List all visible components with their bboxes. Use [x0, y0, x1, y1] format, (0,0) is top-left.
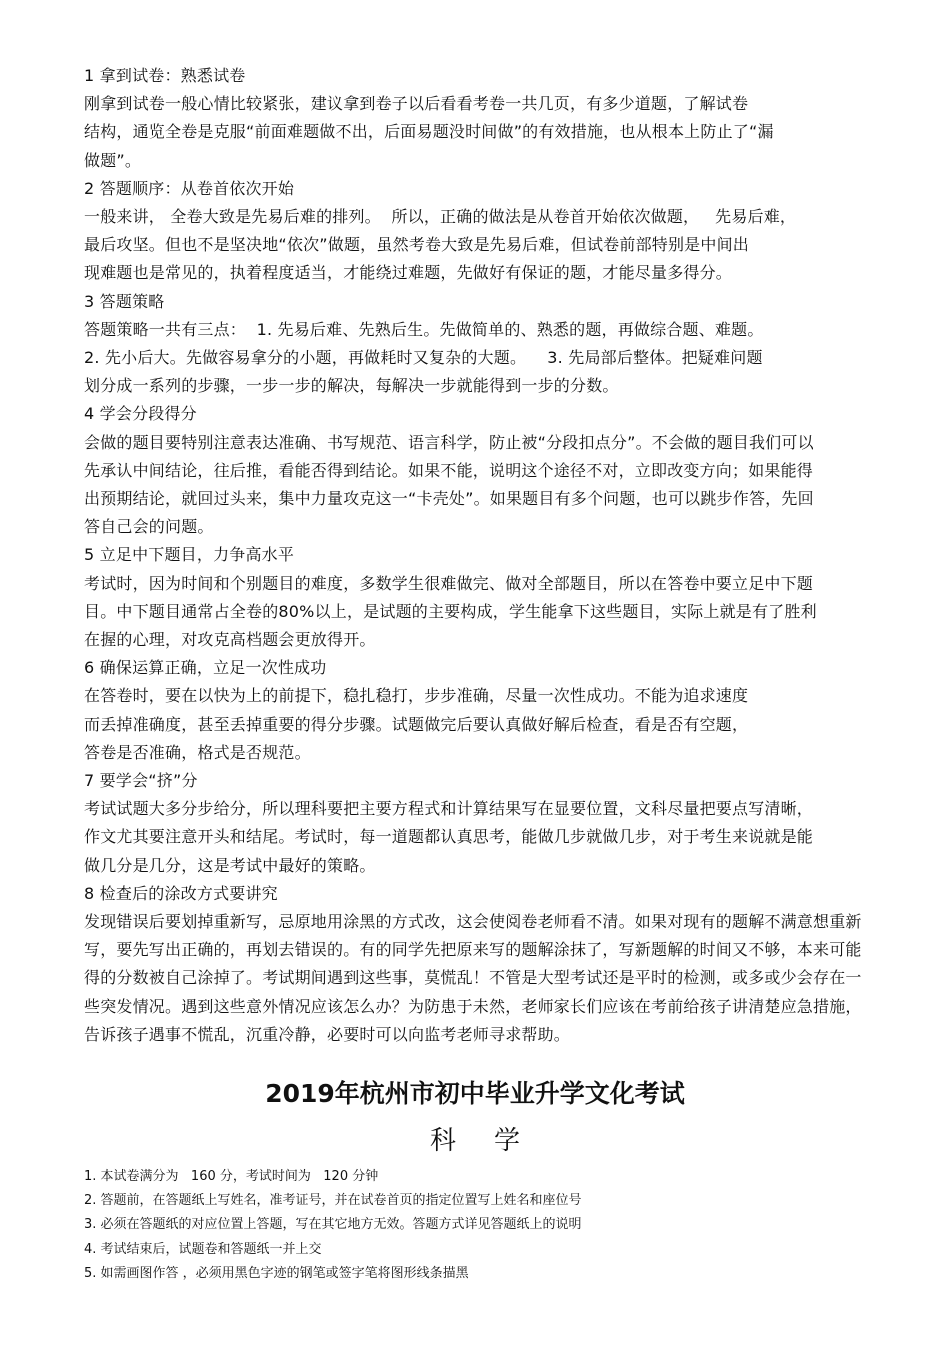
- tip-text-line: 最后攻坚。但也不是坚决地“依次”做题，虽然考卷大致是先易后难，但试卷前部特别是中间出: [84, 235, 749, 255]
- instruction-item: 2. 答题前，在答题纸上写姓名，准考证号，并在试卷首页的指定位置写上姓名和座位号: [84, 1193, 582, 1209]
- tip-heading: 5 立足中下题目，力争高水平: [84, 545, 295, 565]
- tip-text-line: 考试时，因为时间和个别题目的难度，多数学生很难做完、做对全部题目，所以在答卷中要立足中下题: [84, 573, 814, 593]
- tip-text-line: 在答卷时，要在以快为上的前提下，稳扎稳打，步步准确，尽量一次性成功。不能为追求速度: [84, 686, 749, 706]
- tip-text-line: 做几分是几分，这是考试中最好的策略。: [84, 855, 376, 875]
- tip-text-line: 一般来讲， 全卷大致是先易后难的排列。 所以，正确的做法是从卷首开始依次做题， 先易后难，: [84, 207, 797, 226]
- tip-text-line: 刚拿到试卷一般心情比较紧张，建议拿到卷子以后看看考卷一共几页，有多少道题，了解试卷: [84, 94, 749, 114]
- instruction-item: 5. 如需画图作答 ，必须用黑色字迹的钢笔或签字笔将图形线条描黑: [84, 1265, 469, 1281]
- tip-text-line: 现难题也是常见的，执着程度适当，才能绕过难题，先做好有保证的题，才能尽量多得分。: [84, 263, 733, 283]
- tip-text-line: 答自己会的问题。: [84, 517, 214, 537]
- tip-text-line: 先承认中间结论，往后推，看能否得到结论。如果不能，说明这个途径不对，立即改变方向；如果能得: [84, 460, 814, 480]
- tip-text-line: 写，要先写出正确的，再划去错误的。有的同学先把原来写的题解涂抹了，写新题解的时间又不够，本来可能: [84, 940, 862, 960]
- instruction-item: 4. 考试结束后，试题卷和答题纸一并上交: [84, 1241, 322, 1257]
- tip-text-line: 结构，通览全卷是克服“前面难题做不出，后面易题没时间做”的有效措施，也从根本上防止了“漏: [84, 122, 774, 142]
- tip-text-line: 考试试题大多分步给分，所以理科要把主要方程式和计算结果写在显要位置，文科尽量把要点写清晰，: [84, 799, 814, 819]
- tip-text-line: 划分成一系列的步骤，一步一步的解决，每解决一步就能得到一步的分数。: [84, 376, 619, 396]
- tip-text-line: 答题策略一共有三点： 1. 先易后难、先熟后生。先做简单的、熟悉的题，再做综合题、难题。: [84, 319, 764, 339]
- tip-text-line: 而丢掉准确度，甚至丢掉重要的得分步骤。试题做完后要认真做好解后检查，看是否有空题，: [84, 714, 749, 734]
- exam-subject: 科学: [429, 1126, 558, 1156]
- tip-text-line: 发现错误后要划掉重新写，忌原地用涂黑的方式改，这会使阅卷老师看不清。如果对现有的题解不满意想重新: [84, 912, 862, 931]
- tip-text-line: 在握的心理，对攻克高档题会更放得开。: [84, 630, 376, 649]
- tip-text-line: 目。中下题目通常占全卷的80%以上，是试题的主要构成，学生能拿下这些题目，实际上就是有了胜利: [84, 601, 817, 621]
- tip-text-line: 告诉孩子遇事不慌乱，沉重冷静，必要时可以向监考老师寻求帮助。: [84, 1024, 571, 1044]
- tip-heading: 4 学会分段得分: [84, 404, 197, 424]
- tip-heading: 1 拿到试卷：熟悉试卷: [84, 66, 246, 85]
- tip-heading: 6 确保运算正确，立足一次性成功: [84, 658, 327, 678]
- tip-text-line: 答卷是否准确，格式是否规范。: [84, 742, 311, 762]
- tip-text-line: 出预期结论，就回过头来，集中力量攻克这一“卡壳处”。如果题目有多个问题，也可以跳步作答，先回: [84, 489, 814, 508]
- tip-text-line: 2. 先小后大。先做容易拿分的小题，再做耗时又复杂的大题。 3. 先局部后整体。把疑难问题: [84, 348, 763, 367]
- instruction-item: 3. 必须在答题纸的对应位置上答题，写在其它地方无效。答题方式详见答题纸上的说明: [84, 1217, 582, 1233]
- exam-title: 2019年杭州市初中毕业升学文化考试: [265, 1079, 685, 1108]
- instruction-item: 1. 本试卷满分为 160 分，考试时间为 120 分钟: [84, 1169, 379, 1184]
- tip-text-line: 会做的题目要特别注意表达准确、书写规范、语言科学，防止被“分段扣点分”。不会做的题目我们可以: [84, 432, 814, 452]
- tip-heading: 3 答题策略: [84, 291, 165, 311]
- tip-heading: 8 检查后的涂改方式要讲究: [84, 883, 278, 903]
- tip-heading: 7 要学会“挤”分: [84, 771, 198, 790]
- tip-heading: 2 答题顺序：从卷首依次开始: [84, 178, 295, 198]
- tip-text-line: 得的分数被自己涂掉了。考试期间遇到这些事，莫慌乱！不管是大型考试还是平时的检测，或多或少会存在一: [84, 968, 862, 988]
- tip-text-line: 作文尤其要注意开头和结尾。考试时，每一道题都认真思考，能做几步就做几步，对于考生来说就是能: [84, 827, 814, 847]
- tip-text-line: 些突发情况。遇到这些意外情况应该怎么办？为防患于未然，老师家长们应该在考前给孩子讲清楚应急措施，: [84, 996, 862, 1016]
- tip-text-line: 做题”。: [84, 150, 142, 170]
